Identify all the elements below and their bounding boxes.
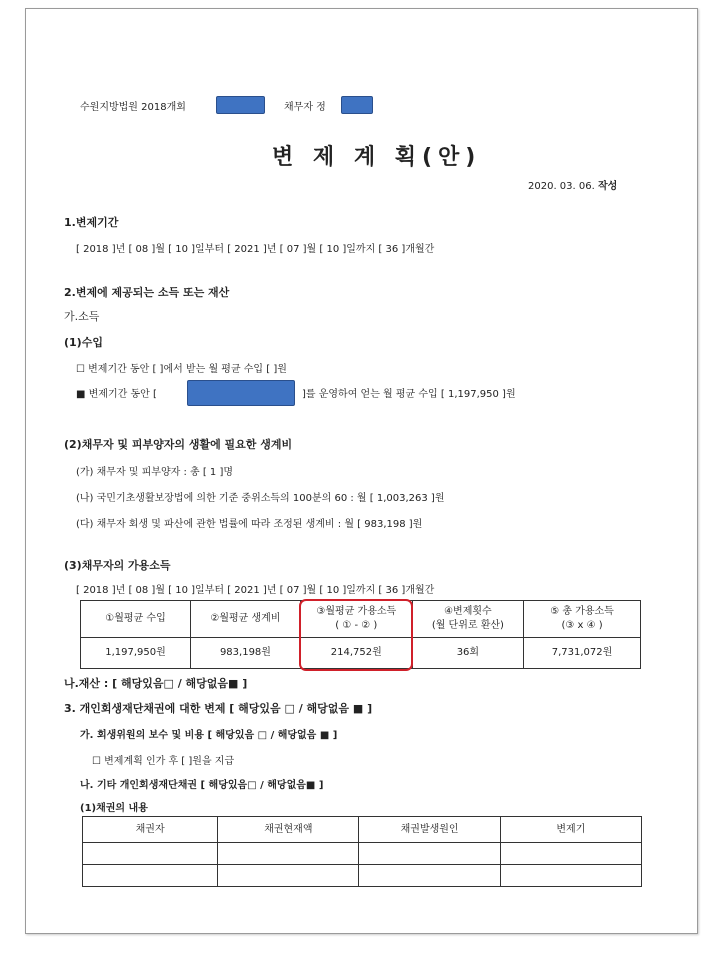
median-income-line: (나) 국민기초생활보장법에 의한 기준 중위소득의 100분의 60 : 월 [ 1,003,263 ]원 [76,493,445,504]
claims-header-cell: 변제기 [500,817,641,843]
income-line-business-pre: ■ 변제기간 동안 [ [76,389,157,400]
claims-table [82,816,642,887]
table-value-cell: 1,197,950원 [81,638,191,669]
table-header-cell: ①월평균 수입 [81,601,191,638]
section1-heading: 1.변제기간 [64,216,119,229]
trustee-fee-detail: ☐ 변제계획 인가 후 [ ]원을 지급 [92,756,235,767]
claims-empty-cell [500,843,641,865]
other-claims-line: 나. 기타 개인회생재단채권 [ 해당있음□ / 해당없음■ ] [80,780,324,791]
claims-empty-cell [218,865,359,887]
redacted-case-number [216,96,265,114]
income-subheading: 가.소득 [64,310,100,323]
table-value-cell: 7,731,072원 [524,638,641,669]
table-header-cell: ②월평균 생계비 [191,601,301,638]
income-heading: (1)수입 [64,336,103,349]
claims-header-cell: 채권발생원인 [359,817,500,843]
table-value-cell: 983,198원 [191,638,301,669]
table-value-cell: 214,752원 [300,638,412,669]
table-header-cell: ⑤ 총 가용소득 (③ x ④ ) [524,601,641,638]
date-value: 2020. 03. 06. [528,181,595,192]
property-line: 나.재산 : [ 해당있음□ / 해당없음■ ] [64,677,248,690]
claims-header-cell: 채권자 [83,817,218,843]
claims-content-heading: (1)채권의 내용 [80,803,148,814]
table-value-cell: 36회 [412,638,523,669]
court-case-label: 수원지방법원 2018개회 [80,102,186,113]
claims-empty-cell [83,843,218,865]
claims-empty-cell [359,843,500,865]
date-suffix: 작성 [597,181,618,192]
claims-empty-cell [83,865,218,887]
living-cost-heading: (2)채무자 및 피부양자의 생활에 필요한 생계비 [64,438,293,451]
disposable-income-heading: (3)채무자의 가용소득 [64,559,171,572]
redacted-business-name [187,380,295,406]
trustee-fee-line: 가. 회생위원의 보수 및 비용 [ 해당있음 □ / 해당없음 ■ ] [80,730,338,741]
claims-header-cell: 채권현재액 [218,817,359,843]
adjusted-living-cost-line: (다) 채무자 회생 및 파산에 관한 법률에 따라 조정된 생계비 : 월 [ 983,198 ]원 [76,519,423,530]
document-date [528,177,617,192]
table-header-cell: ③월평균 가용소득 ( ① - ② ) [300,601,412,638]
section2-heading: 2.변제에 제공되는 소득 또는 재산 [64,286,230,299]
claims-empty-cell [359,865,500,887]
highlight-box [299,599,413,671]
redacted-debtor-name [341,96,373,114]
disposable-period: [ 2018 ]년 [ 08 ]월 [ 10 ]일부터 [ 2021 ]년 [ 07 ]월 [ 10 ]일까지 [ 36 ]개월간 [76,585,435,596]
table-header-cell: ④변제횟수 (월 단위로 환산) [412,601,523,638]
dependents-line: (가) 채무자 및 피부양자 : 총 [ 1 ]명 [76,467,234,478]
repayment-period: [ 2018 ]년 [ 08 ]월 [ 10 ]일부터 [ 2021 ]년 [ 07 ]월 [ 10 ]일까지 [ 36 ]개월간 [76,244,435,255]
claims-empty-cell [500,865,641,887]
income-line-business-post: ]를 운영하여 얻는 월 평균 수입 [ 1,197,950 ]원 [302,389,516,400]
claims-empty-cell [218,843,359,865]
page-title: 변 제 계 획(안) [272,145,482,170]
section3-heading: 3. 개인회생재단채권에 대한 변제 [ 해당있음 □ / 해당없음 ■ ] [64,702,373,715]
debtor-label: 채무자 정 [284,102,326,113]
income-line-salary: ☐ 변제기간 동안 [ ]에서 받는 월 평균 수입 [ ]원 [76,364,287,375]
